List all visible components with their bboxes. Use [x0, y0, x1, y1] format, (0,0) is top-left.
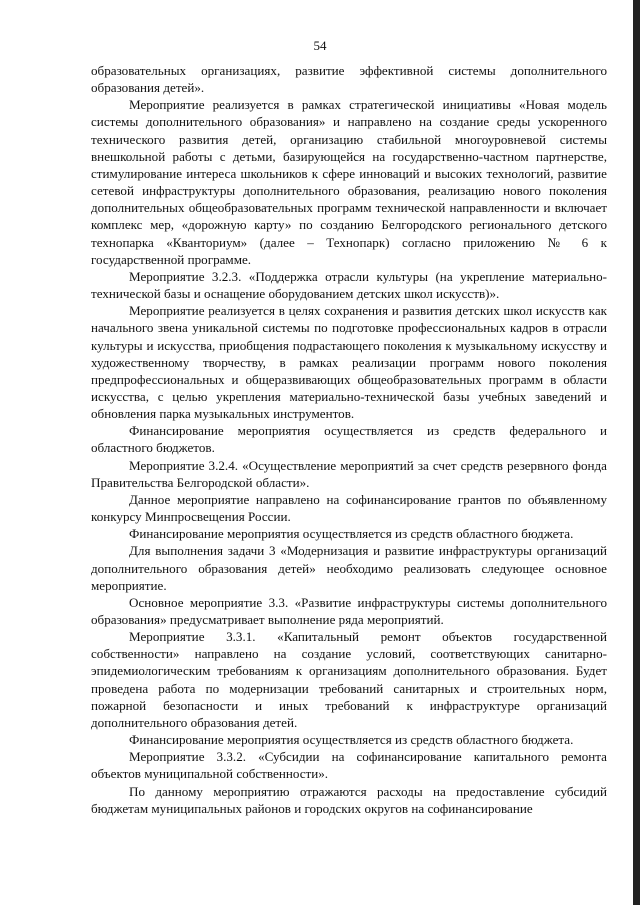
page-number: 54: [313, 38, 327, 53]
paragraph-measure-3-3: Основное мероприятие 3.3. «Развитие инфраструктуры системы дополнительного образования» предусматривает выполнение ряда мероприятий.: [91, 594, 607, 627]
paragraph-financing-regional-2: Финансирование мероприятия осуществляется из средств областного бюджета.: [129, 732, 574, 748]
scan-edge: [633, 0, 640, 905]
paragraph-measure-3-3-2: Мероприятие 3.3.2. «Субсидии на софинансирование капитального ремонта объектов муниципальной собственности».: [91, 749, 607, 782]
paragraph-financing-regional-1: Финансирование мероприятия осуществляется из средств областного бюджета.: [129, 526, 574, 542]
paragraph-new-model-initiative: Мероприятие реализуется в рамках стратегической инициативы «Новая модель системы дополнительного образования» и направлено на создание среды ускоренного технического развития детей, организацию стабильной многоуровневой системы внешкольной работы с детьми, базирующейся на государственно-частном партнерстве, стимулирование интереса школьников к сфере инноваций и высоких технологий, развитие сетевой инфраструктуры дополнительного образования, реализацию нового поколения дополнительных общеобразовательных программ технической направленности и включает комплекс мер, «дорожную карту» по созданию Белгородского регионального детского технопарка «Кванториум» (далее – Технопарк) согласно приложению № 6 к государственной программе.: [91, 97, 607, 267]
paragraph-measure-3-3-1: Мероприятие 3.3.1. «Капитальный ремонт объектов государственной собственности» направлено на создание условий, соответствующих санитарно-эпидемиологическим требованиям к организациям дополнительного образования. Будет проведена работа по модернизации требований санитарных и строительных норм, пожарной безопасности и иных требований к инфраструктуре организаций дополнительного образования детей.: [91, 629, 607, 730]
paragraph-grants: Данное мероприятие направлено на софинансирование грантов по объявленному конкурсу Минпросвещения России.: [91, 491, 607, 525]
page-body: [91, 62, 607, 817]
paragraph-financing-federal: Финансирование мероприятия осуществляется из средств федерального и областного бюджетов.: [91, 423, 607, 456]
paragraph-continuation: образовательных организациях, развитие эффективной системы дополнительного образования детей».: [91, 63, 607, 96]
paragraph-art-schools: Мероприятие реализуется в целях сохранения и развития детских школ искусств как начального звена уникальной системы по подготовке профессиональных кадров в отрасли культуры и искусства, приобщения подрастающего поколения к музыкальному искусству и художественному творчеству, в рамках реализации программ нового поколения предпрофессиональных и общеразвивающих общеобразовательных программ в области искусства, с целью укрепления материально-технической базы учебных заведений и обновления парка музыкальных инструментов.: [91, 303, 607, 422]
paragraph-task-3: Для выполнения задачи 3 «Модернизация и развитие инфраструктуры организаций дополнительного образования детей» необходимо реализовать следующее основное мероприятие.: [91, 543, 607, 593]
paragraph-measure-3-2-3: Мероприятие 3.2.3. «Поддержка отрасли культуры (на укрепление материально-технической базы и оснащение оборудованием детских школ искусств)».: [91, 268, 607, 302]
paragraph-measure-3-2-4: Мероприятие 3.2.4. «Осуществление мероприятий за счет средств резервного фонда Правительства Белгородской области».: [91, 457, 607, 490]
paragraph-subsidies: По данному мероприятию отражаются расходы на предоставление субсидий бюджетам муниципальных районов и городских округов на софинансирование: [91, 783, 607, 816]
